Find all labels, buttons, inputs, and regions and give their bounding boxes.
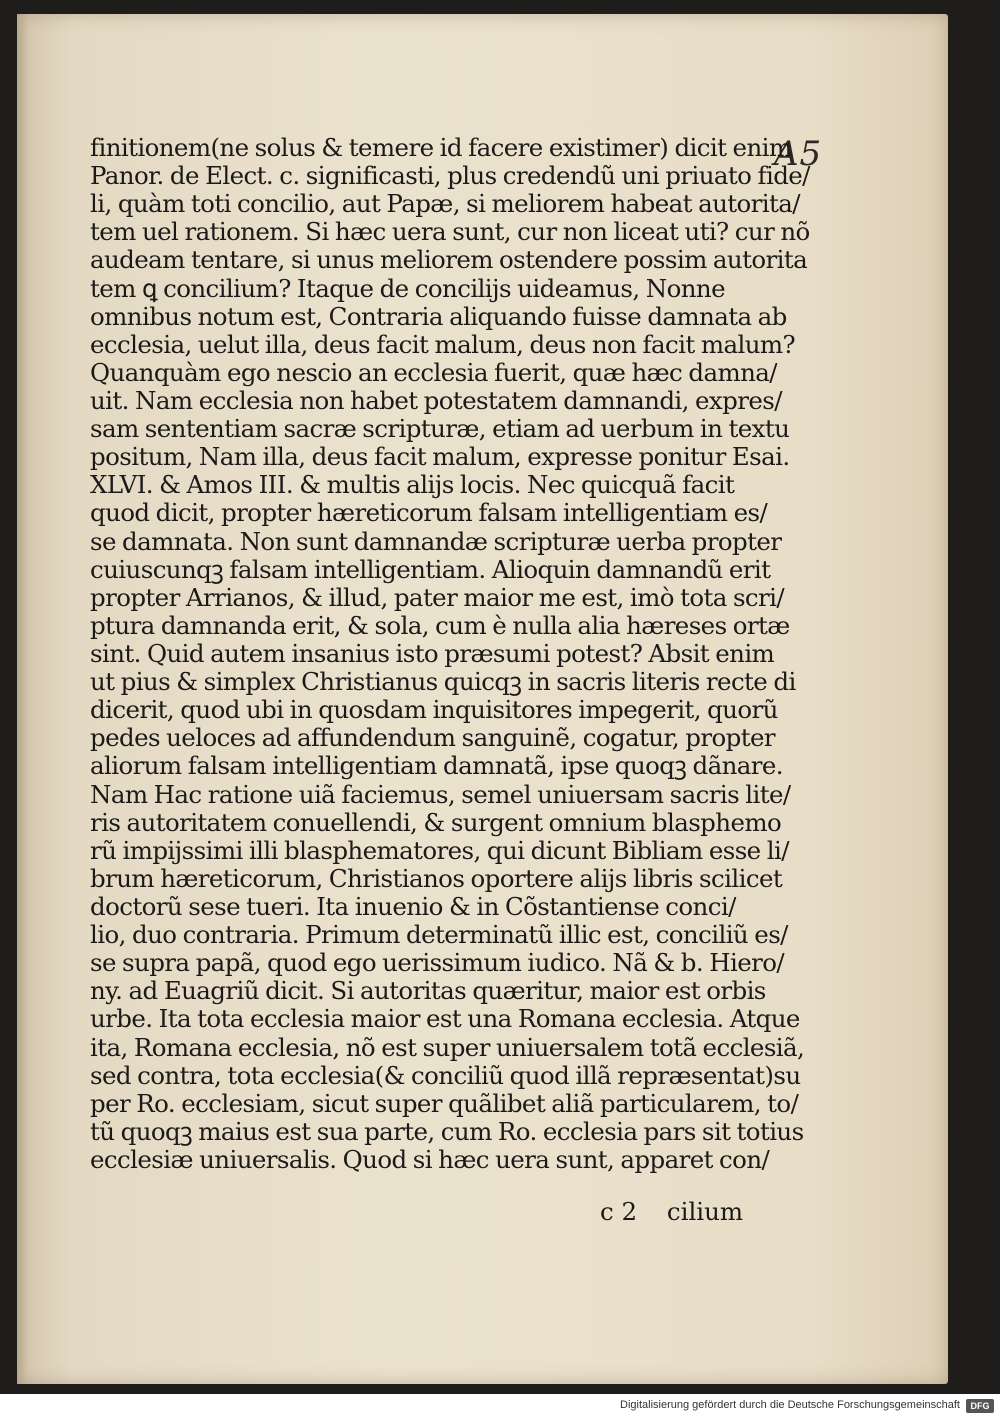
text-line: rũ impijssimi illi blasphematores, qui dicunt Bibliam esse li/ <box>90 835 789 865</box>
text-line: ny. ad Euagriũ dicit. Si autoritas quæritur, maior est orbis <box>90 976 766 1006</box>
text-line: doctorũ sese tueri. Ita inuenio & in Cõstantiense conci/ <box>90 891 736 921</box>
text-line: tem uel rationem. Si hæc uera sunt, cur non liceat uti? cur nõ <box>90 217 810 247</box>
text-line: ptura damnanda erit, & sola, cum è nulla alia hæreses ortæ <box>90 610 790 640</box>
text-line: audeam tentare, si unus meliorem ostendere possim autorita <box>90 245 808 275</box>
text-line: omnibus notum est, Contraria aliquando fuisse damnata ab <box>90 301 787 331</box>
signature-mark: c 2 <box>600 1197 638 1226</box>
text-line: tem ꝗ concilium? Itaque de concilijs uideamus, Nonne <box>90 273 726 303</box>
catchword: cilium <box>666 1197 744 1226</box>
text-line: uit. Nam ecclesia non habet potestatem damnandi, expres/ <box>90 385 782 415</box>
text-line: XLVI. & Amos III. & multis alijs locis. Nec quicquã facit <box>90 470 735 500</box>
text-line: positum, Nam illa, deus facit malum, expresse ponitur Esai. <box>90 442 790 472</box>
text-line: Quanquàm ego nescio an ecclesia fuerit, quæ hæc damna/ <box>90 357 777 387</box>
footer-bar <box>0 1394 1000 1419</box>
text-line: per Ro. ecclesiam, sicut super quãlibet aliã particularem, to/ <box>90 1088 799 1118</box>
text-line: propter Arrianos, & illud, pater maior me est, imò tota scri/ <box>90 582 785 612</box>
text-line: se damnata. Non sunt damnandæ scripturæ uerba propter <box>90 526 782 556</box>
text-line: ris autoritatem conuellendi, & surgent omnium blasphemo <box>90 807 782 837</box>
text-line: tũ quoqꝫ maius est sua parte, cum Ro. ecclesia pars sit totius <box>90 1116 804 1146</box>
text-line: cuiuscunqꝫ falsam intelligentiam. Alioquin damnandũ erit <box>90 554 771 584</box>
text-line: sint. Quid autem insanius isto præsumi potest? Absit enim <box>90 638 775 668</box>
text-line: dicerit, quod ubi in quosdam inquisitores impegerit, quorũ <box>90 695 778 725</box>
text-line: quod dicit, propter hæreticorum falsam intelligentiam es/ <box>90 498 768 528</box>
text-line: Nam Hac ratione uiã faciemus, semel uniuersam sacris lite/ <box>90 779 791 809</box>
signature-line <box>600 1197 743 1226</box>
text-line: Panor. de Elect. c. significasti, plus credendũ uni priuato fide/ <box>90 161 810 191</box>
text-line: ecclesiæ uniuersalis. Quod si hæc uera sunt, apparet con/ <box>90 1144 770 1174</box>
text-line: pedes ueloces ad affundendum sanguinẽ, cogatur, propter <box>90 723 775 753</box>
dfg-logo: DFG <box>966 1399 994 1413</box>
text-line: ita, Romana ecclesia, nõ est super uniuersalem totã ecclesiã, <box>90 1032 805 1062</box>
text-line: ecclesia, uelut illa, deus facit malum, deus non facit malum? <box>90 329 796 359</box>
text-line: sam sententiam sacræ scripturæ, etiam ad uerbum in textu <box>90 414 790 444</box>
text-line: brum hæreticorum, Christianos oportere alijs libris scilicet <box>90 863 783 893</box>
text-line: urbe. Ita tota ecclesia maior est una Romana ecclesia. Atque <box>90 1004 800 1034</box>
text-line: ut pius & simplex Christianus quicqꝫ in sacris literis recte di <box>90 667 796 697</box>
text-line: finitionem(ne solus & temere id facere existimer) dicit enim <box>90 133 792 162</box>
book-page <box>17 14 948 1384</box>
folio-number: A5 <box>774 134 823 174</box>
text-line: lio, duo contraria. Primum determinatũ illic est, conciliũ es/ <box>90 920 788 950</box>
text-line: aliorum falsam intelligentiam damnatã, ipse quoqꝫ dãnare. <box>90 751 783 781</box>
text-line: sed contra, tota ecclesia(& conciliũ quod illã repræsentat)su <box>90 1060 801 1090</box>
text-line: li, quàm toti concilio, aut Papæ, si meliorem habeat autorita/ <box>90 189 800 219</box>
funding-credit: Digitalisierung gefördert durch die Deutsche Forschungsgemeinschaft <box>620 1399 960 1411</box>
text-line: se supra papã, quod ego uerissimum iudico. Nã & b. Hiero/ <box>90 948 785 978</box>
